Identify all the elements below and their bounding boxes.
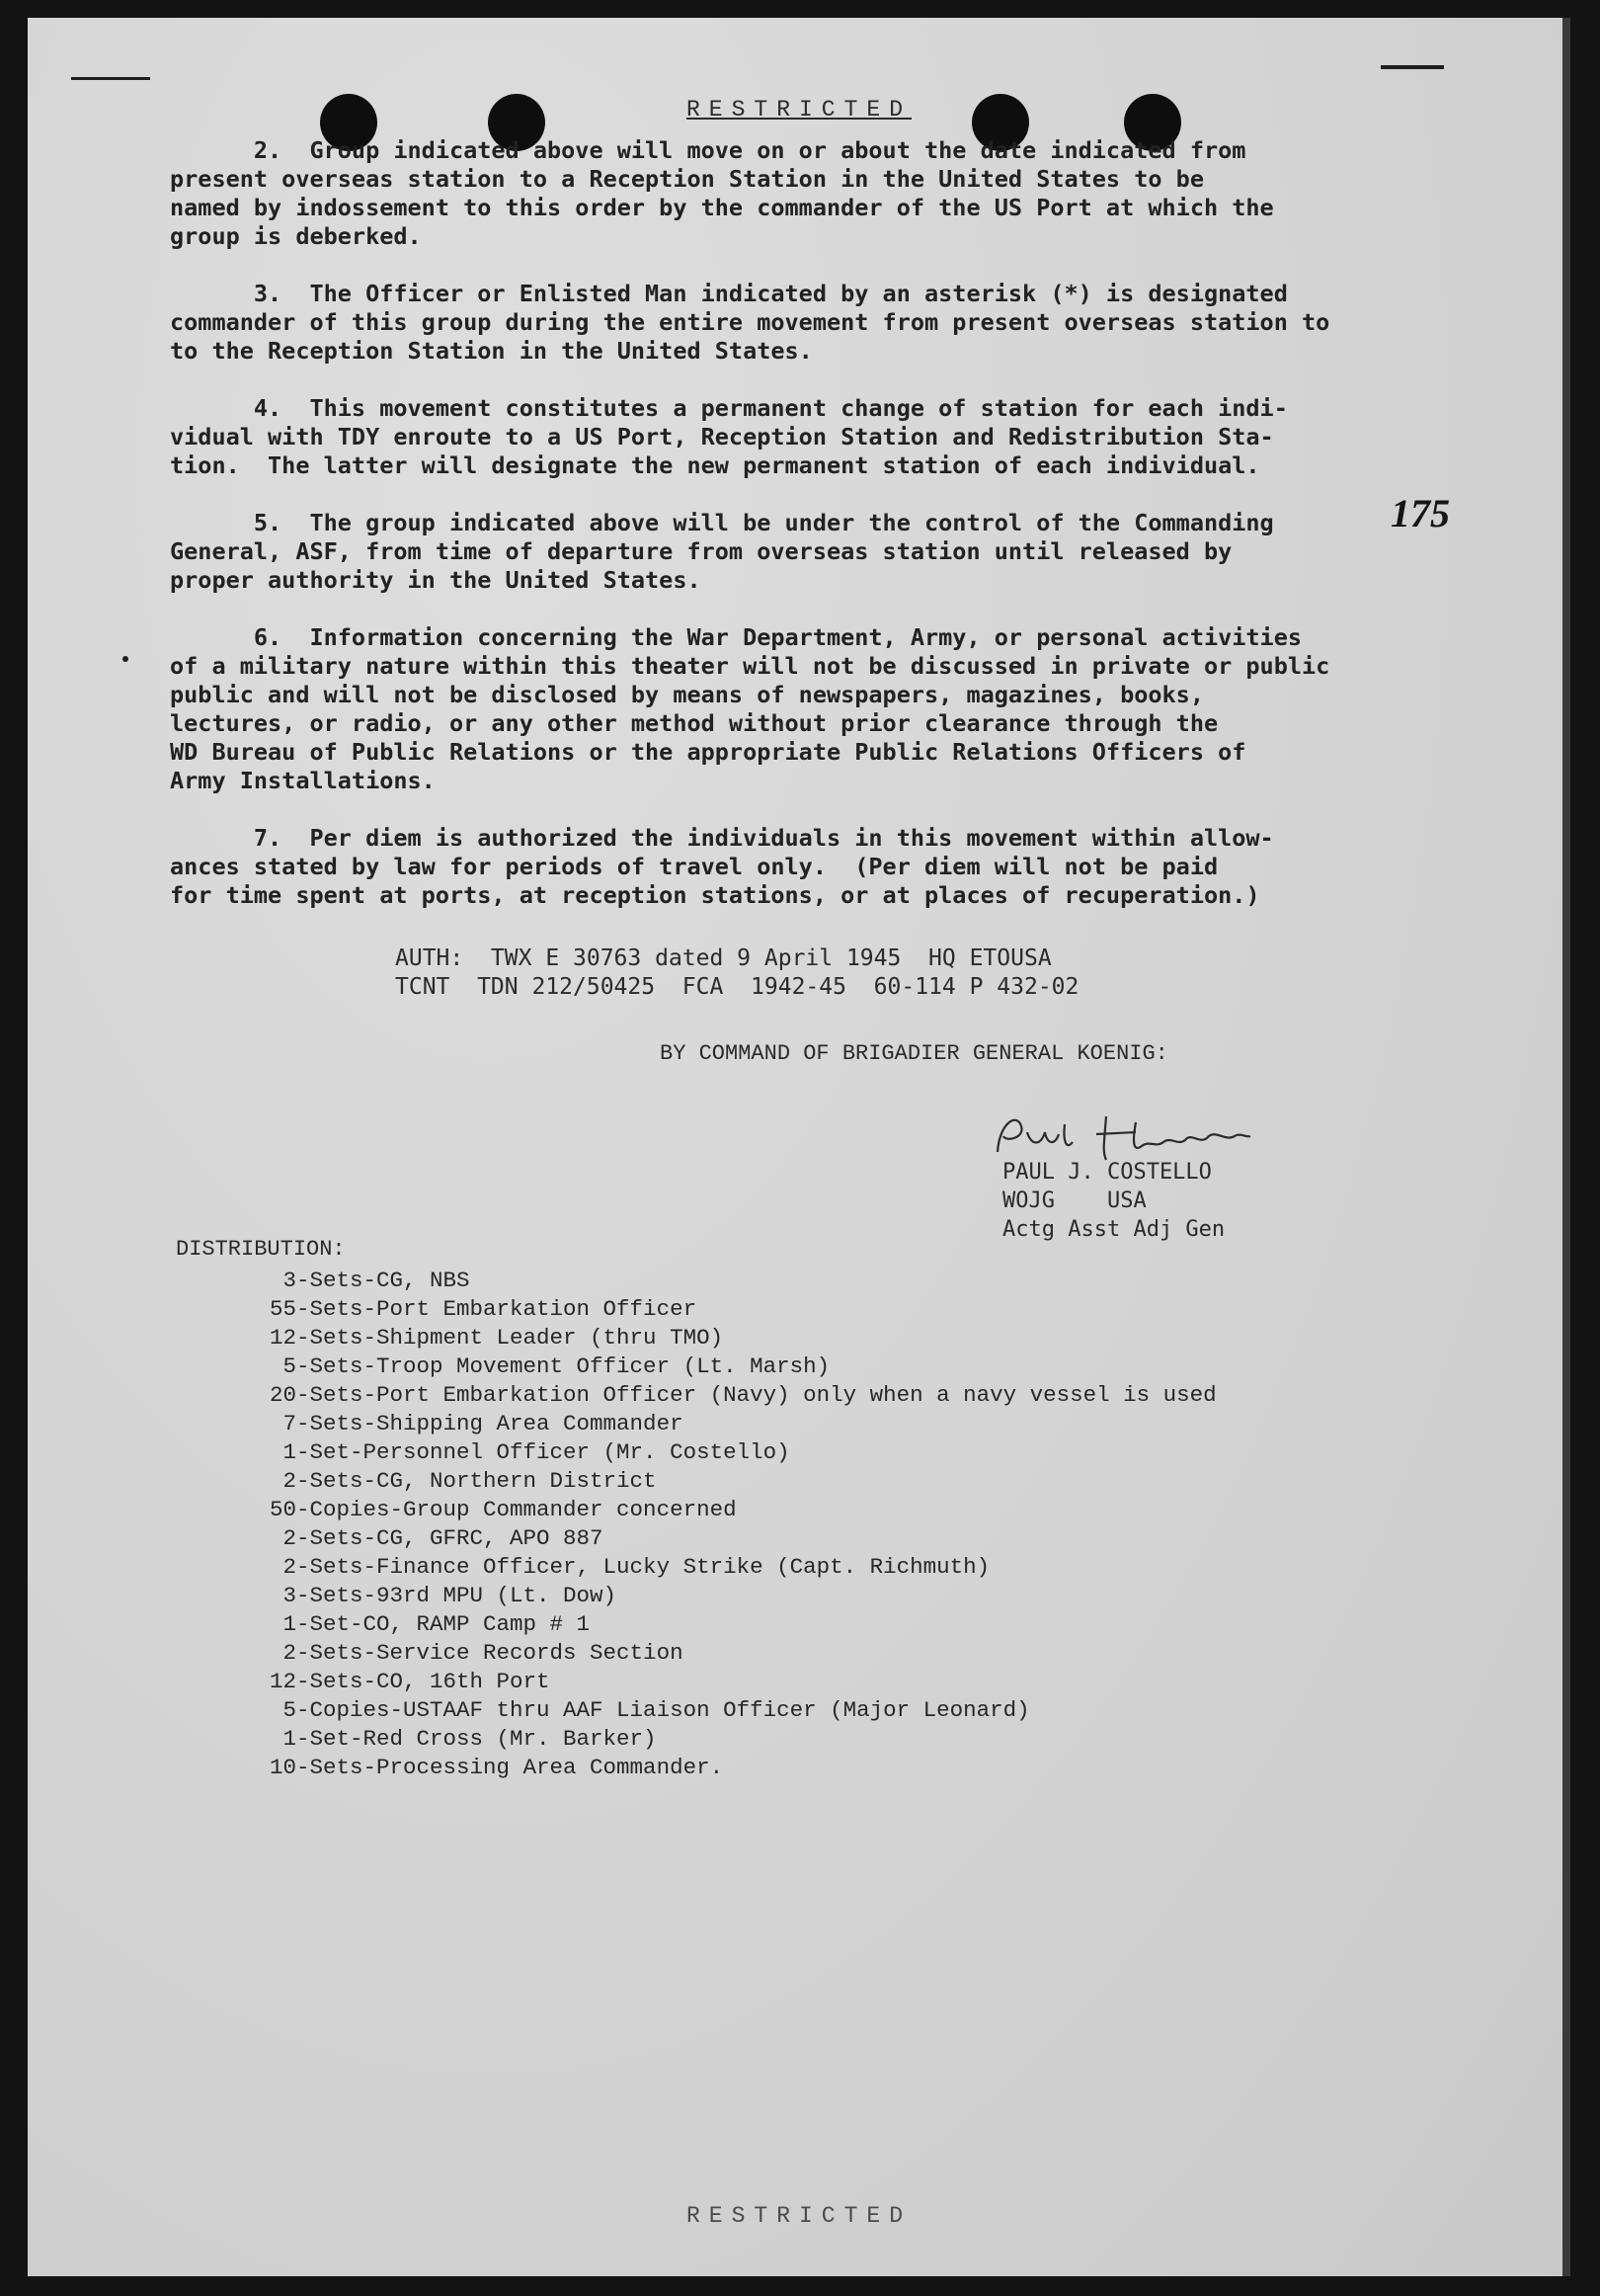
document-page — [28, 18, 1570, 2276]
distribution-item: 20-Sets-Port Embarkation Officer (Navy) only when a navy vessel is used — [270, 1382, 1217, 1408]
paragraph-4: 4. This movement constitutes a permanent change of station for each indi- vidual with TDY enroute to a US Port, Reception Station and Redistribution Sta- tion. The latter will designate the new permanent station of each individual. — [170, 394, 1288, 479]
authority-citation: AUTH: TWX E 30763 dated 9 April 1945 HQ ETOUSA TCNT TDN 212/50425 FCA 1942-45 60-114 P 432-02 — [395, 945, 1080, 1000]
paragraph-3: 3. The Officer or Enlisted Man indicated by an asterisk (*) is designated commander of this group during the entire movement from present overseas station to to the Reception Station in the United States. — [170, 280, 1330, 365]
scan-mark — [1381, 65, 1444, 69]
command-line: BY COMMAND OF BRIGADIER GENERAL KOENIG: — [660, 1041, 1168, 1066]
page-number: 175 — [1391, 491, 1450, 535]
paragraph-7: 7. Per diem is authorized the individuals in this movement within allow- ances stated by law for periods of travel only. (Per diem will not be paid for time spent at ports, at reception stations, or at places of recuperation.) — [170, 824, 1274, 909]
distribution-item: 2-Sets-Service Records Section — [270, 1640, 683, 1666]
distribution-list — [270, 1267, 1217, 1782]
distribution-item: 55-Sets-Port Embarkation Officer — [270, 1296, 697, 1322]
signature-block: PAUL J. COSTELLO WOJG USA Actg Asst Adj Gen — [1002, 1160, 1226, 1242]
distribution-item: 2-Sets-Finance Officer, Lucky Strike (Capt. Richmuth) — [270, 1554, 991, 1580]
distribution-item: 12-Sets-CO, 16th Port — [270, 1669, 550, 1694]
distribution-item: 2-Sets-CG, GFRC, APO 887 — [270, 1525, 603, 1551]
distribution-item: 3-Sets-93rd MPU (Lt. Dow) — [270, 1583, 617, 1608]
distribution-item: 1-Set-Personnel Officer (Mr. Costello) — [270, 1439, 790, 1465]
scan-edge — [1562, 18, 1570, 2276]
distribution-item: 1-Set-Red Cross (Mr. Barker) — [270, 1726, 657, 1752]
distribution-item: 5-Copies-USTAAF thru AAF Liaison Officer (Major Leonard) — [270, 1697, 1030, 1723]
distribution-title: DISTRIBUTION: — [176, 1237, 346, 1262]
distribution-item: 3-Sets-CG, NBS — [270, 1268, 470, 1293]
distribution-item: 5-Sets-Troop Movement Officer (Lt. Marsh) — [270, 1353, 831, 1379]
distribution-item: 50-Copies-Group Commander concerned — [270, 1497, 737, 1522]
restricted-footer-stamp: RESTRICTED — [685, 2203, 913, 2229]
distribution-item: 10-Sets-Processing Area Commander. — [270, 1755, 724, 1780]
paragraph-2: 2. Group indicated above will move on or about the date indicated from present overseas station to a Reception Station in the United States to be named by indossement to this order by the commander of the US Port at which the group is deberked. — [170, 136, 1274, 250]
distribution-item: 2-Sets-CG, Northern District — [270, 1468, 657, 1494]
paragraph-6: 6. Information concerning the War Department, Army, or personal activities of a military nature within this theater will not be discussed in private or public public and will not be disclosed by means of newspapers, magazines, books, lectures, or radio, or any other method without prior clearance through the WD Bureau of Public Relations or the appropriate Public Relations Officers of Army Installations. — [170, 623, 1330, 794]
distribution-item: 12-Sets-Shipment Leader (thru TMO) — [270, 1325, 724, 1351]
distribution-item: 1-Set-CO, RAMP Camp # 1 — [270, 1611, 591, 1637]
paragraph-5: 5. The group indicated above will be under the control of the Commanding General, ASF, from time of departure from overseas station until released by proper authority in the United States. — [170, 509, 1274, 594]
distribution-item: 7-Sets-Shipping Area Commander — [270, 1411, 683, 1436]
restricted-header-stamp: RESTRICTED — [685, 97, 913, 123]
scan-mark — [71, 77, 150, 80]
scan-mark — [122, 656, 128, 662]
